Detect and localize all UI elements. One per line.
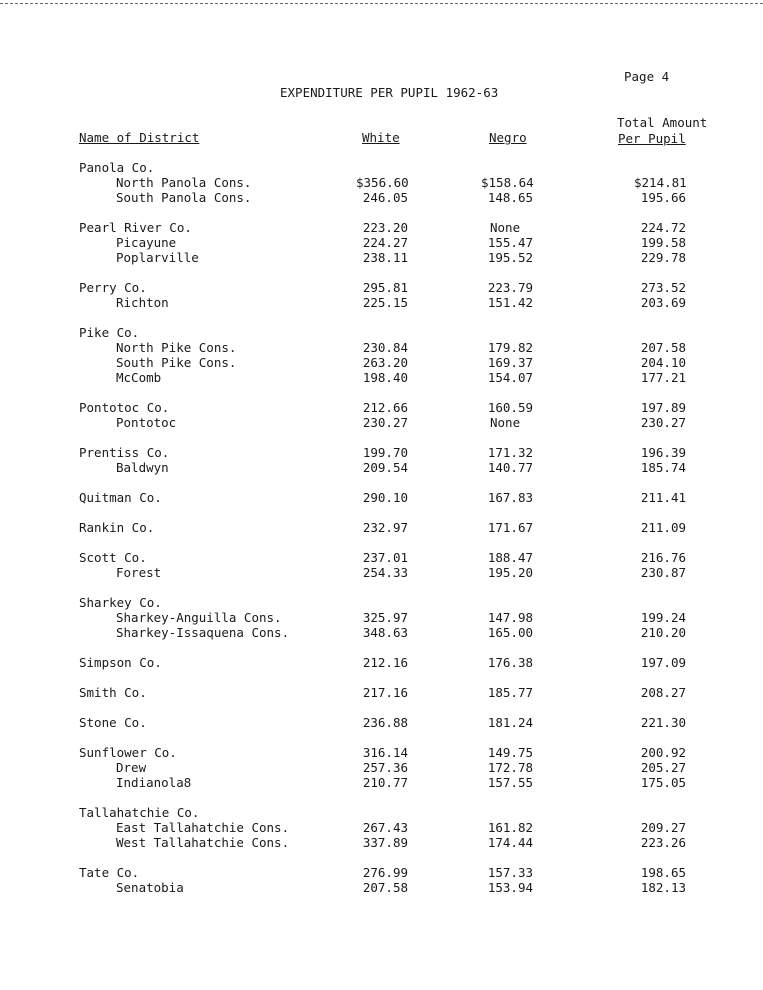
negro-expenditure: 171.67 xyxy=(487,520,533,535)
district-name: Quitman Co. xyxy=(79,490,162,505)
county-row xyxy=(0,520,763,535)
white-expenditure: 325.97 xyxy=(362,610,408,625)
negro-expenditure: 172.78 xyxy=(487,760,533,775)
total-per-pupil: 199.24 xyxy=(640,610,686,625)
white-expenditure: 337.89 xyxy=(362,835,408,850)
negro-expenditure: 157.55 xyxy=(487,775,533,790)
district-name: Perry Co. xyxy=(79,280,147,295)
total-per-pupil: 200.92 xyxy=(640,745,686,760)
total-per-pupil: 273.52 xyxy=(640,280,686,295)
district-row xyxy=(0,460,763,475)
negro-expenditure: 155.47 xyxy=(487,235,533,250)
negro-expenditure: 174.44 xyxy=(487,835,533,850)
total-per-pupil: 211.41 xyxy=(640,490,686,505)
total-per-pupil: 216.76 xyxy=(640,550,686,565)
county-row xyxy=(0,445,763,460)
district-row xyxy=(0,625,763,640)
negro-expenditure: 157.33 xyxy=(487,865,533,880)
district-row xyxy=(0,880,763,895)
district-name: Prentiss Co. xyxy=(79,445,170,460)
district-group xyxy=(0,655,763,670)
column-header-white: White xyxy=(362,130,400,145)
negro-expenditure: 165.00 xyxy=(487,625,533,640)
district-name: Forest xyxy=(116,565,162,580)
district-name: South Panola Cons. xyxy=(116,190,252,205)
white-expenditure: 246.05 xyxy=(362,190,408,205)
scan-top-edge xyxy=(0,3,763,4)
total-per-pupil: 210.20 xyxy=(640,625,686,640)
column-header-total-line1: Total Amount xyxy=(617,115,708,130)
district-name: Smith Co. xyxy=(79,685,147,700)
district-name: West Tallahatchie Cons. xyxy=(116,835,290,850)
negro-expenditure: None xyxy=(490,220,521,235)
total-per-pupil: 211.09 xyxy=(640,520,686,535)
total-per-pupil: 175.05 xyxy=(640,775,686,790)
district-name: Pontotoc Co. xyxy=(79,400,170,415)
county-row xyxy=(0,280,763,295)
district-name: McComb xyxy=(116,370,162,385)
district-row xyxy=(0,775,763,790)
district-row xyxy=(0,190,763,205)
district-name: Baldwyn xyxy=(116,460,169,475)
district-group xyxy=(0,325,763,385)
district-row xyxy=(0,250,763,265)
county-row xyxy=(0,865,763,880)
total-per-pupil: 203.69 xyxy=(640,295,686,310)
negro-expenditure: 179.82 xyxy=(487,340,533,355)
white-expenditure: 263.20 xyxy=(362,355,408,370)
negro-expenditure: 167.83 xyxy=(487,490,533,505)
white-expenditure: 257.36 xyxy=(362,760,408,775)
white-expenditure: 212.66 xyxy=(362,400,408,415)
negro-expenditure: 195.20 xyxy=(487,565,533,580)
district-name: Senatobia xyxy=(116,880,184,895)
white-expenditure: 232.97 xyxy=(362,520,408,535)
district-row xyxy=(0,235,763,250)
county-row xyxy=(0,490,763,505)
district-name: Sharkey-Anguilla Cons. xyxy=(116,610,282,625)
negro-expenditure: $158.64 xyxy=(481,175,534,190)
negro-expenditure: 148.65 xyxy=(487,190,533,205)
white-expenditure: 230.27 xyxy=(362,415,408,430)
district-row xyxy=(0,175,763,190)
negro-expenditure: 176.38 xyxy=(487,655,533,670)
county-row xyxy=(0,325,763,340)
white-expenditure: 209.54 xyxy=(362,460,408,475)
district-group xyxy=(0,160,763,205)
district-group xyxy=(0,520,763,535)
district-group xyxy=(0,685,763,700)
negro-expenditure: 195.52 xyxy=(487,250,533,265)
total-per-pupil: 182.13 xyxy=(640,880,686,895)
white-expenditure: 236.88 xyxy=(362,715,408,730)
district-name: Scott Co. xyxy=(79,550,147,565)
district-row xyxy=(0,415,763,430)
district-row xyxy=(0,355,763,370)
total-per-pupil: 223.26 xyxy=(640,835,686,850)
district-row xyxy=(0,370,763,385)
district-name: Sharkey-Issaquena Cons. xyxy=(116,625,290,640)
district-name: Pontotoc xyxy=(116,415,177,430)
total-per-pupil: 207.58 xyxy=(640,340,686,355)
page-title: EXPENDITURE PER PUPIL 1962-63 xyxy=(280,85,499,100)
district-name: Tate Co. xyxy=(79,865,140,880)
district-name: Richton xyxy=(116,295,169,310)
total-per-pupil: $214.81 xyxy=(634,175,687,190)
district-name: Picayune xyxy=(116,235,177,250)
district-row xyxy=(0,340,763,355)
negro-expenditure: 169.37 xyxy=(487,355,533,370)
total-per-pupil: 230.27 xyxy=(640,415,686,430)
white-expenditure: $356.60 xyxy=(356,175,409,190)
white-expenditure: 295.81 xyxy=(362,280,408,295)
county-row xyxy=(0,745,763,760)
county-row xyxy=(0,685,763,700)
district-row xyxy=(0,820,763,835)
district-group xyxy=(0,715,763,730)
county-row xyxy=(0,400,763,415)
district-name: Sharkey Co. xyxy=(79,595,162,610)
county-row xyxy=(0,595,763,610)
total-per-pupil: 224.72 xyxy=(640,220,686,235)
district-group xyxy=(0,400,763,430)
white-expenditure: 230.84 xyxy=(362,340,408,355)
total-per-pupil: 204.10 xyxy=(640,355,686,370)
district-name: North Pike Cons. xyxy=(116,340,237,355)
county-row xyxy=(0,715,763,730)
district-group xyxy=(0,865,763,895)
white-expenditure: 316.14 xyxy=(362,745,408,760)
district-name: Stone Co. xyxy=(79,715,147,730)
negro-expenditure: 161.82 xyxy=(487,820,533,835)
district-name: Simpson Co. xyxy=(79,655,162,670)
district-group xyxy=(0,550,763,580)
white-expenditure: 290.10 xyxy=(362,490,408,505)
district-name: Drew xyxy=(116,760,147,775)
district-row xyxy=(0,295,763,310)
white-expenditure: 207.58 xyxy=(362,880,408,895)
white-expenditure: 198.40 xyxy=(362,370,408,385)
total-per-pupil: 197.89 xyxy=(640,400,686,415)
white-expenditure: 225.15 xyxy=(362,295,408,310)
column-header-total-line2: Per Pupil xyxy=(618,131,686,146)
white-expenditure: 237.01 xyxy=(362,550,408,565)
white-expenditure: 210.77 xyxy=(362,775,408,790)
county-row xyxy=(0,160,763,175)
white-expenditure: 276.99 xyxy=(362,865,408,880)
district-name: Panola Co. xyxy=(79,160,155,175)
district-name: Poplarville xyxy=(116,250,199,265)
district-name: North Panola Cons. xyxy=(116,175,252,190)
total-per-pupil: 209.27 xyxy=(640,820,686,835)
district-group xyxy=(0,745,763,790)
expenditure-table xyxy=(0,160,763,910)
total-per-pupil: 229.78 xyxy=(640,250,686,265)
negro-expenditure: 153.94 xyxy=(487,880,533,895)
column-header-district: Name of District xyxy=(79,130,200,145)
negro-expenditure: 151.42 xyxy=(487,295,533,310)
white-expenditure: 348.63 xyxy=(362,625,408,640)
total-per-pupil: 197.09 xyxy=(640,655,686,670)
district-name: East Tallahatchie Cons. xyxy=(116,820,290,835)
county-row xyxy=(0,220,763,235)
column-header-negro: Negro xyxy=(489,130,527,145)
county-row xyxy=(0,655,763,670)
white-expenditure: 254.33 xyxy=(362,565,408,580)
white-expenditure: 212.16 xyxy=(362,655,408,670)
negro-expenditure: 171.32 xyxy=(487,445,533,460)
negro-expenditure: None xyxy=(490,415,521,430)
district-group xyxy=(0,280,763,310)
white-expenditure: 223.20 xyxy=(362,220,408,235)
negro-expenditure: 160.59 xyxy=(487,400,533,415)
negro-expenditure: 185.77 xyxy=(487,685,533,700)
white-expenditure: 224.27 xyxy=(362,235,408,250)
district-row xyxy=(0,565,763,580)
county-row xyxy=(0,805,763,820)
white-expenditure: 217.16 xyxy=(362,685,408,700)
negro-expenditure: 154.07 xyxy=(487,370,533,385)
negro-expenditure: 181.24 xyxy=(487,715,533,730)
district-group xyxy=(0,220,763,265)
district-name: Pike Co. xyxy=(79,325,140,340)
district-name: Indianola8 xyxy=(116,775,192,790)
district-name: Sunflower Co. xyxy=(79,745,177,760)
district-row xyxy=(0,835,763,850)
district-name: South Pike Cons. xyxy=(116,355,237,370)
total-per-pupil: 177.21 xyxy=(640,370,686,385)
negro-expenditure: 147.98 xyxy=(487,610,533,625)
page-number: Page 4 xyxy=(624,69,670,84)
district-name: Rankin Co. xyxy=(79,520,155,535)
district-row xyxy=(0,760,763,775)
total-per-pupil: 221.30 xyxy=(640,715,686,730)
district-row xyxy=(0,610,763,625)
district-group xyxy=(0,805,763,850)
total-per-pupil: 205.27 xyxy=(640,760,686,775)
negro-expenditure: 140.77 xyxy=(487,460,533,475)
white-expenditure: 267.43 xyxy=(362,820,408,835)
district-name: Tallahatchie Co. xyxy=(79,805,200,820)
white-expenditure: 199.70 xyxy=(362,445,408,460)
district-group xyxy=(0,445,763,475)
total-per-pupil: 230.87 xyxy=(640,565,686,580)
district-name: Pearl River Co. xyxy=(79,220,192,235)
total-per-pupil: 196.39 xyxy=(640,445,686,460)
negro-expenditure: 188.47 xyxy=(487,550,533,565)
total-per-pupil: 185.74 xyxy=(640,460,686,475)
total-per-pupil: 208.27 xyxy=(640,685,686,700)
total-per-pupil: 199.58 xyxy=(640,235,686,250)
district-group xyxy=(0,595,763,640)
total-per-pupil: 195.66 xyxy=(640,190,686,205)
negro-expenditure: 149.75 xyxy=(487,745,533,760)
county-row xyxy=(0,550,763,565)
white-expenditure: 238.11 xyxy=(362,250,408,265)
total-per-pupil: 198.65 xyxy=(640,865,686,880)
district-group xyxy=(0,490,763,505)
negro-expenditure: 223.79 xyxy=(487,280,533,295)
